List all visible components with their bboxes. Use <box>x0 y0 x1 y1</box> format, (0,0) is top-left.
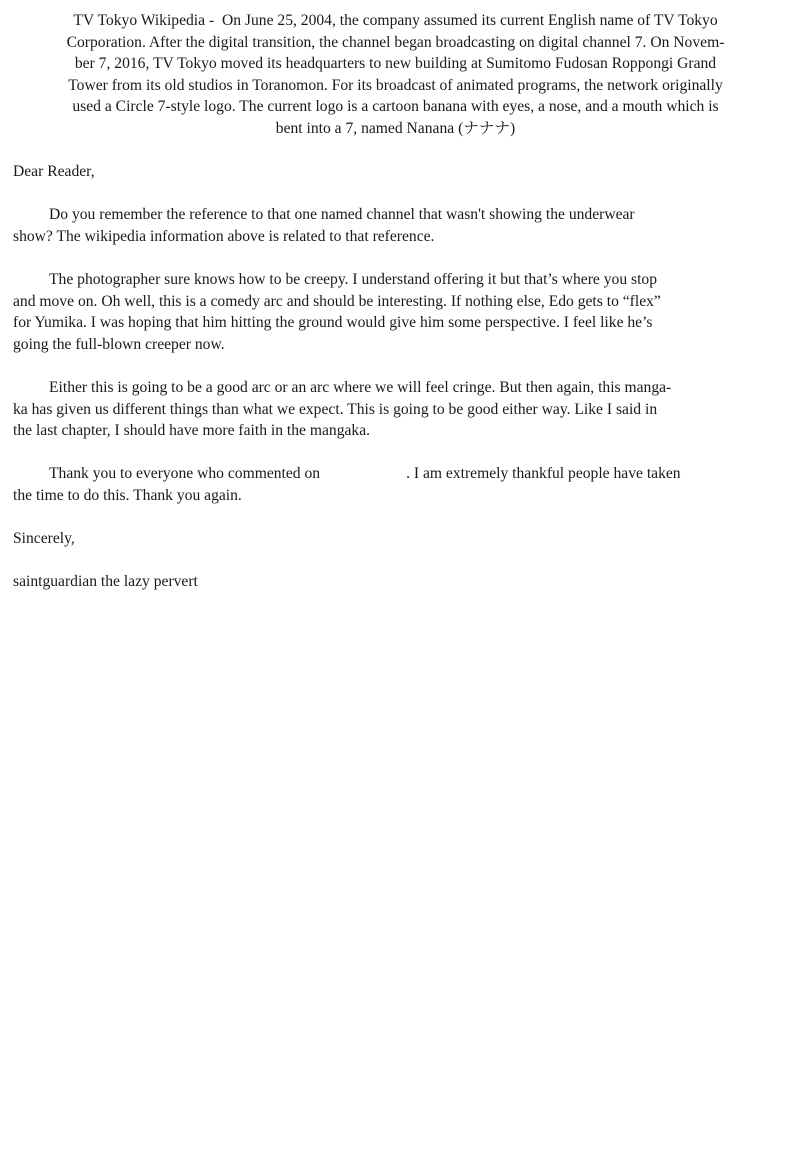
excerpt-text-line-1: On June 25, 2004, the company assumed its current English name of TV Tokyo <box>221 12 718 29</box>
signature: saintguardian the lazy pervert <box>13 573 198 591</box>
thanks-text-after: . I am extremely thankful people have taken <box>406 465 681 483</box>
letter-page <box>13 10 778 593</box>
paragraph-line <box>13 463 778 485</box>
paragraph-line: Do you remember the reference to that one named channel that wasn't showing the underwear <box>49 206 635 224</box>
paragraph-line: The photographer sure knows how to be creepy. I understand offering it but that’s where you stop <box>49 271 658 289</box>
paragraph-line: ka has given us different things than what we expect. This is going to be good either way. Like I said in <box>13 400 658 418</box>
paragraph-line: the last chapter, I should have more faith in the mangaka. <box>13 422 371 440</box>
paragraph-line: and move on. Oh well, this is a comedy arc and should be interesting. If nothing else, Edo gets to “flex” <box>13 292 661 310</box>
salutation: Dear Reader, <box>13 163 95 181</box>
excerpt-line-4: Tower from its old studios in Toranomon. For its broadcast of animated programs, the network originally <box>68 76 723 94</box>
excerpt-line-1 <box>13 10 778 32</box>
paragraph-arc <box>13 377 778 442</box>
thanks-text-before: Thank you to everyone who commented on <box>49 465 321 483</box>
excerpt-line-6: bent into a 7, named Nanana (ナナナ) <box>275 119 516 137</box>
excerpt-line-3: ber 7, 2016, TV Tokyo moved its headquarters to new building at Sumitomo Fudosan Roppongi Grand <box>74 55 717 73</box>
paragraph-line: going the full-blown creeper now. <box>13 335 225 353</box>
excerpt-source-label: TV Tokyo Wikipedia - <box>73 12 215 29</box>
paragraph-line: Either this is going to be a good arc or an arc where we will feel cringe. But then again, this manga- <box>49 379 672 397</box>
paragraph-reference <box>13 204 778 247</box>
paragraph-thanks <box>13 463 778 506</box>
excerpt-line-2: Corporation. After the digital transition, the channel began broadcasting on digital channel 7. On Novem- <box>66 33 725 51</box>
paragraph-photographer <box>13 269 778 355</box>
paragraph-line: show? The wikipedia information above is related to that reference. <box>13 227 435 245</box>
paragraph-line: the time to do this. Thank you again. <box>13 487 242 505</box>
paragraph-line: for Yumika. I was hoping that him hitting the ground would give him some perspective. I feel like he’s <box>13 314 653 332</box>
closing: Sincerely, <box>13 530 75 548</box>
excerpt-line-5: used a Circle 7-style logo. The current logo is a cartoon banana with eyes, a nose, and a mouth which is <box>72 98 719 116</box>
wikipedia-excerpt <box>13 10 778 140</box>
